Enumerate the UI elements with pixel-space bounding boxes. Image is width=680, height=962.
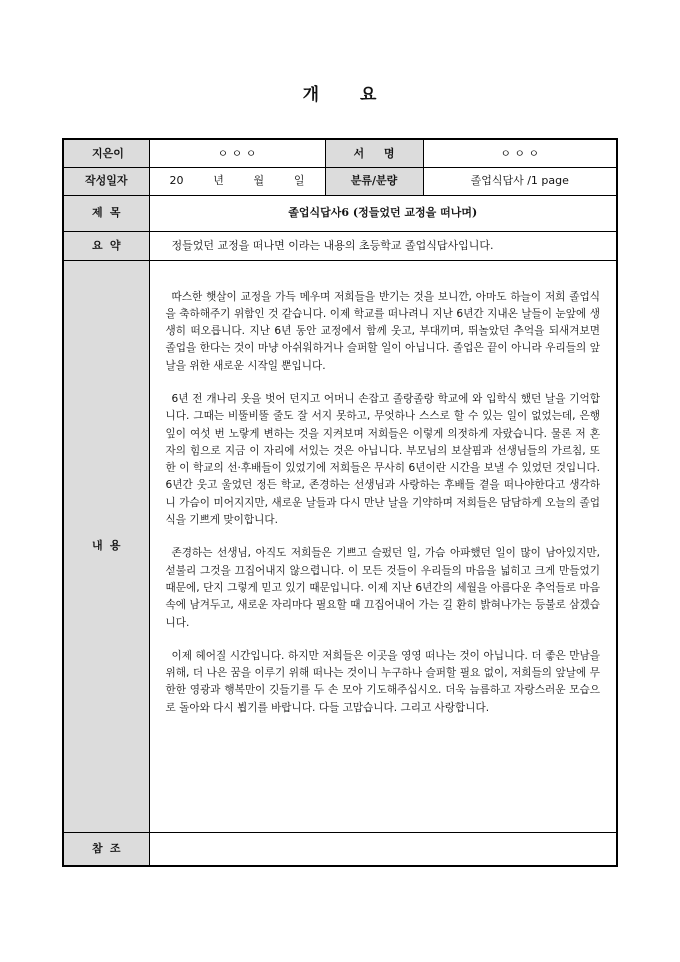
label-summary: 요 약 bbox=[63, 231, 149, 260]
page-title-right: 요 bbox=[360, 85, 378, 105]
row-author bbox=[63, 139, 617, 167]
page-title-left: 개 bbox=[302, 85, 320, 105]
value-reference bbox=[149, 832, 617, 866]
value-content bbox=[149, 260, 617, 832]
label-content: 내 용 bbox=[63, 260, 149, 832]
content-paragraph: 6년 전 개나리 옷을 벗어 던지고 어머니 손잡고 졸랑졸랑 학교에 와 입학식 했던 날을 기억합니다. 그때는 비뚤비뚤 줄도 잘 서지 못하고, 무엇하나 스스로 할 수 있는 일이 없었는데, 은행잎이 여섯 번 노랗게 변하는 것을 지켜보며 저희들은 이렇게 의젓하게 자랐습니다. 물론 저 혼자의 힘으로 지금 이 자리에 서있는 것은 아닙니다. 부모님의 보살핌과 선생님들의 가르침, 또한 이 학교의 선·후배들이 있었기에 저희들은 무사히 6년이란 시간을 보낼 수 있었던 것입니다. 6년간 웃고 울었던 정든 학교, 존경하는 선생님과 사랑하는 후배들 곁을 떠나야한다고 생각하니 가슴이 미어지지만, 새로운 날들과 다시 만난 날을 기약하며 저희들은 담담하게 오늘의 졸업식을 기쁘게 맞이합니다. bbox=[165, 392, 600, 527]
label-reference: 참 조 bbox=[63, 832, 149, 866]
label-date: 작성일자 bbox=[63, 167, 149, 195]
value-category: 졸업식답사 /1 page bbox=[423, 167, 617, 195]
row-content bbox=[63, 260, 617, 832]
content-paragraph: 존경하는 선생님, 아직도 저희들은 기쁘고 슬펐던 일, 가슴 아파했던 일이 많이 남아있지만, 섣불리 그것을 끄집어내지 않으렵니다. 이 모든 것들이 우리들의 마음을 넓히고 크게 만들었기 때문에, 단지 그렇게 믿고 있기 때문입니다. 이제 지난 6년간의 세월을 아름다운 추억들로 마음속에 남겨두고, 새로운 자리마다 필요할 때 끄집어내어 가는 길 환히 밝혀나가는 등불로 삼겠습니다. bbox=[165, 547, 600, 629]
page-title bbox=[0, 80, 680, 105]
value-title: 졸업식답사6 (정들었던 교정을 떠나며) bbox=[149, 195, 617, 231]
value-author: ㅇ ㅇ ㅇ bbox=[149, 139, 325, 167]
value-summary: 정들었던 교정을 떠나면 이라는 내용의 초등학교 졸업식답사입니다. bbox=[149, 231, 617, 260]
label-author: 지 은 이 bbox=[63, 139, 149, 167]
label-category: 분류/분량 bbox=[325, 167, 423, 195]
label-title: 제 목 bbox=[63, 195, 149, 231]
row-reference bbox=[63, 832, 617, 866]
summary-table bbox=[62, 138, 618, 867]
value-date: 20 년 월 일 bbox=[149, 167, 325, 195]
label-bookname: 서 명 bbox=[325, 139, 423, 167]
content-paragraph: 이제 헤어질 시간입니다. 하지만 저희들은 이곳을 영영 떠나는 것이 아닙니다. 더 좋은 만남을 위해, 더 나은 꿈을 이루기 위해 떠나는 것이니 누구하나 슬퍼할 필요 없이, 저희들의 앞날에 무한한 영광과 행복만이 깃들기를 두 손 모아 기도해주십시오. 더욱 늠름하고 자랑스러운 모습으로 돌아와 다시 뵙기를 바랍니다. 다들 고맙습니다. 그리고 사랑합니다. bbox=[165, 649, 600, 714]
row-summary bbox=[63, 231, 617, 260]
row-date bbox=[63, 167, 617, 195]
content-paragraph: 따스한 햇살이 교정을 가득 메우며 저희들을 반기는 것을 보니깐, 아마도 하늘이 저희 졸업식을 축하해주기 위함인 것 같습니다. 이제 학교를 떠나려니 지난 6년간 지내온 날들이 눈앞에 생생히 떠오릅니다. 지난 6년 동안 교정에서 함께 웃고, 부대끼며, 뛰놀았던 추억을 되새겨보면 졸업을 한다는 것이 마냥 아쉬워하거나 슬퍼할 일이 아닙니다. 졸업은 끝이 아니라 우리들의 앞날을 위한 새로운 시작일 뿐입니다. bbox=[165, 290, 600, 372]
row-title bbox=[63, 195, 617, 231]
value-bookname: ㅇ ㅇ ㅇ bbox=[423, 139, 617, 167]
